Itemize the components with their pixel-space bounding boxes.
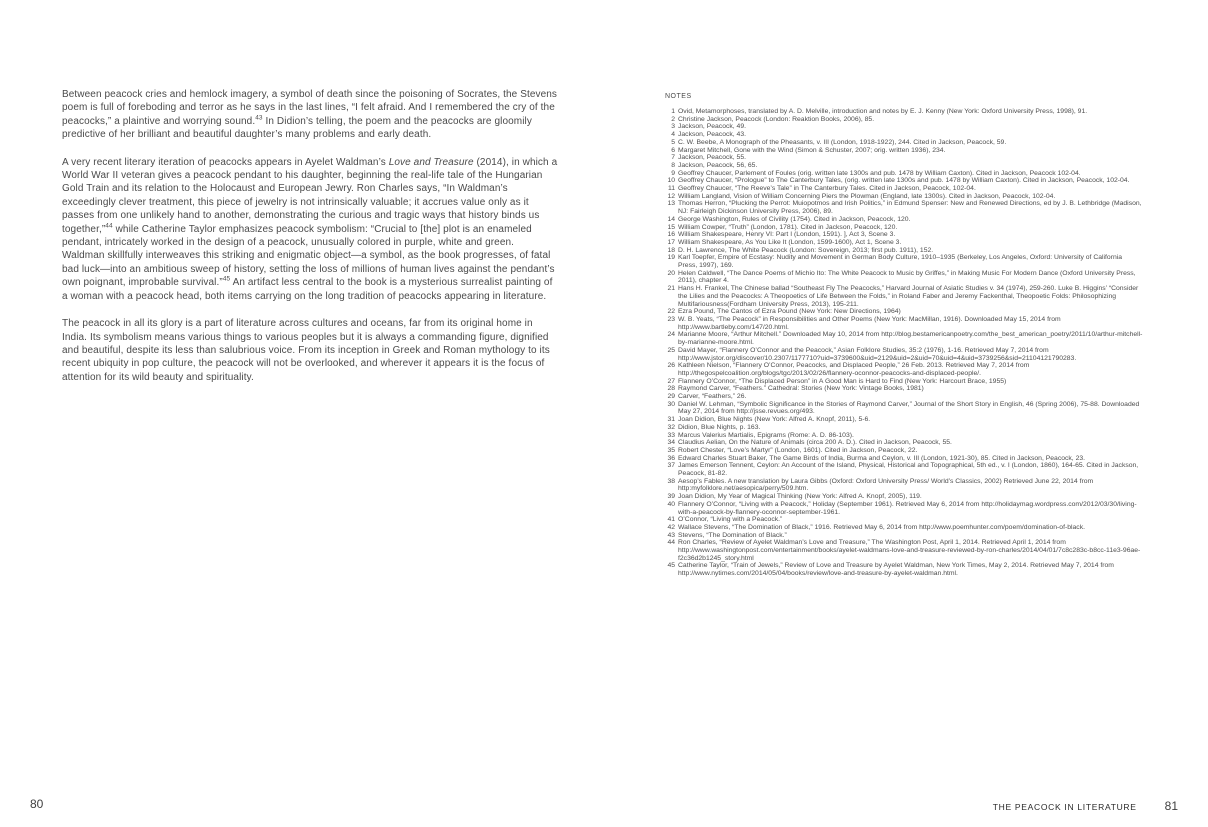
note-text: Ron Charles, “Review of Ayelet Waldman’s Love and Treasure,” The Washington Post, April 1, 2014. Retrieved April 1, 2014 from http://www.washingtonpost.com/entertainment/books/ayelet-waldmans-love-and-treasure-reviewed-by-ron-charles/2014/04/01/7c8c283c-b8cc-11e3-96ae-f2c36d2b1245_story.html bbox=[678, 539, 1141, 562]
note-text: C. W. Beebe, A Monograph of the Pheasants, v. III (London, 1918-1922), 244. Cited in Jackson, Peacock, 59. bbox=[678, 138, 1007, 146]
note-item bbox=[665, 562, 1143, 577]
note-item bbox=[665, 216, 1143, 224]
note-number: 24 bbox=[667, 331, 675, 339]
note-number: 11 bbox=[667, 185, 675, 193]
note-number: 44 bbox=[667, 539, 675, 547]
text-run: while Catherine Taylor emphasizes peacock symbolism: “Crucial to [the] plot is an enameled pendant, intricately worked in the design of a peacock, unusually colored in purple, white and green. Waldman skillfully interweaves this striking and enigmatic object—a symbol, as the book progresses, of fatal bad luck—into an ambitious sweep of history, setting the loss of millions of human lives against the pendant’s own poignant, improbable survival.” bbox=[62, 223, 555, 289]
note-number: 15 bbox=[667, 223, 675, 231]
note-item bbox=[665, 385, 1143, 393]
note-item bbox=[665, 501, 1143, 516]
note-text: Jackson, Peacock, 56, 65. bbox=[678, 161, 758, 169]
note-text: Margaret Mitchell, Gone with the Wind (Simon & Schuster, 2007; orig. written 1936), 234. bbox=[678, 146, 946, 154]
note-item bbox=[665, 231, 1143, 239]
note-text: William Cowper, “Truth” (London, 1781). Cited in Jackson, Peacock, 120. bbox=[678, 223, 898, 231]
note-item bbox=[665, 239, 1143, 247]
note-text: D. H. Lawrence, The White Peacock (London: Sovereign, 2013; first pub. 1911), 152. bbox=[678, 246, 934, 254]
note-text: Geoffrey Chaucer, “Prologue” to The Canterbury Tales, (orig. written late 1300s and pub. 1478 by William Caxton). Cited in Jackson, Peacock, 102-04. bbox=[678, 177, 1130, 185]
note-number: 9 bbox=[671, 169, 675, 177]
note-number: 19 bbox=[667, 254, 675, 262]
note-item bbox=[665, 524, 1143, 532]
note-number: 37 bbox=[667, 462, 675, 470]
note-text: William Langland, Vision of William Concerning Piers the Plowman (England, late 1300s). Cited in Jackson, Peacock, 102-04. bbox=[678, 192, 1056, 200]
footnote-reference: 44 bbox=[105, 222, 113, 230]
notes-list bbox=[665, 108, 1143, 578]
note-text: Helen Caldwell, “The Dance Poems of Michio Ito: The White Peacock to Music by Griffes,” in Making Music For Modern Dance (Oxford University Press, 2011), chapter 4. bbox=[678, 269, 1136, 285]
text-run: In Didion’s telling, the poem and the peacocks are gloomily predictive of her brilliant and beautiful daughter’s many problems and early death. bbox=[62, 115, 532, 141]
note-number: 10 bbox=[667, 177, 675, 185]
note-number: 29 bbox=[667, 393, 675, 401]
italic-title: Love and Treasure bbox=[388, 156, 474, 168]
note-text: Wallace Stevens, “The Domination of Black,” 1916. Retrieved May 6, 2014 from http://www.poemhunter.com/poem/domination-of-black. bbox=[678, 523, 1085, 531]
notes-heading: NOTES bbox=[665, 93, 692, 100]
note-text: Thomas Herron, “Plucking the Perrot: Muiopotmos and Irish Politics,” in Edmund Spenser: New and Renewed Directions, ed by J. B. Lethbridge (Madison, NJ: Fairleigh Dickinson University Press, 2006), 89. bbox=[678, 200, 1142, 216]
note-text: George Washington, Rules of Civility (1754). Cited in Jackson, Peacock, 120. bbox=[678, 215, 911, 223]
note-number: 1 bbox=[671, 108, 675, 115]
note-number: 23 bbox=[667, 315, 675, 323]
note-item bbox=[665, 532, 1143, 540]
note-number: 41 bbox=[667, 516, 675, 524]
note-number: 12 bbox=[667, 192, 675, 200]
note-item bbox=[665, 331, 1143, 346]
note-number: 32 bbox=[667, 423, 675, 431]
note-item bbox=[665, 116, 1143, 124]
note-item bbox=[665, 193, 1143, 201]
page-number-right: 81 bbox=[1164, 799, 1178, 813]
note-text: Karl Toepfer, Empire of Ecstasy: Nudity and Movement in German Body Culture, 1910–1935 (Berkeley, Los Angeles, Oxford: University of California Press, 1997), 169. bbox=[678, 254, 1123, 270]
note-item bbox=[665, 139, 1143, 147]
note-item bbox=[665, 347, 1143, 362]
note-number: 3 bbox=[671, 123, 675, 131]
note-number: 7 bbox=[671, 154, 675, 162]
page-number-left: 80 bbox=[30, 797, 44, 811]
note-item bbox=[665, 108, 1143, 116]
text-run: The peacock in all its glory is a part of literature across cultures and oceans, far from its original home in India. Its symbolism means various things to various peoples but it is always a commanding figure, dignified and beautiful, despite its less than salubrious voice. From its inception in Greek and Roman mythology to its recent ubiquity in pop culture, the peacock will not be overlooked, and wherever it appears it is the focus of attention for its wild beauty and spirituality. bbox=[62, 318, 550, 383]
note-number: 13 bbox=[667, 200, 675, 208]
note-text: Edward Charles Stuart Baker, The Game Birds of India, Burma and Ceylon, v. III (London, 1921-30), 85. Cited in Jackson, Peacock, 23. bbox=[678, 454, 1086, 462]
text-run: (2014), in which a World War II veteran gives a peacock pendant to his daughter, beginning the real-life tale of the Hungarian Gold Train and its relation to the Holocaust and European Jewry. Ron Charles says, “In Waldman’s exceedingly clever treatment, this piece of jewelry is not intrinsically valuable; it accrues value only as it passes from one unlikely hand to another, demonstrating the curious and tragic ways that history binds us together,” bbox=[62, 156, 558, 235]
note-item bbox=[665, 439, 1143, 447]
note-item bbox=[665, 378, 1143, 386]
note-text: William Shakespeare, As You Like It (London, 1599-1600), Act 1, Scene 3. bbox=[678, 238, 902, 246]
note-number: 39 bbox=[667, 493, 675, 501]
note-text: Robert Chester, “Love’s Martyr” (London, 1601). Cited in Jackson, Peacock, 22. bbox=[678, 446, 918, 454]
note-number: 2 bbox=[671, 115, 675, 123]
note-number: 28 bbox=[667, 385, 675, 393]
note-number: 5 bbox=[671, 138, 675, 146]
footnote-reference: 43 bbox=[255, 114, 263, 122]
note-item bbox=[665, 185, 1143, 193]
note-item bbox=[665, 147, 1143, 155]
text-run: A very recent literary iteration of peacocks appears in Ayelet Waldman’s bbox=[62, 156, 389, 168]
note-number: 17 bbox=[667, 238, 675, 246]
note-item bbox=[665, 308, 1143, 316]
note-text: Joan Didion, My Year of Magical Thinking (New York: Alfred A. Knopf, 2005), 119. bbox=[678, 493, 922, 501]
footer-right bbox=[993, 799, 1178, 813]
note-item bbox=[665, 270, 1143, 285]
note-item bbox=[665, 416, 1143, 424]
note-item bbox=[665, 539, 1143, 562]
note-text: Marianne Moore, “Arthur Mitchell.” Downloaded May 10, 2014 from http://blog.bestamericanpoetry.com/the_best_american_poetry/2011/10/arthur-mitchell-by-marianne-moore.html. bbox=[678, 331, 1143, 347]
note-text: Joan Didion, Blue Nights (New York: Alfred A. Knopf, 2011), 5-6. bbox=[678, 416, 871, 424]
note-text: Kathleen Nielson, “Flannery O’Connor, Peacocks, and Displaced People,” 26 Feb. 2013. Retrieved May 7, 2014 from http://thegospelcoalition.org/blogs/tgc/2013/02/26/flannery-oconnor-peacocks-and-displaced-people/. bbox=[678, 362, 1030, 377]
note-number: 43 bbox=[667, 531, 675, 539]
note-text: Daniel W. Lehman, “Symbolic Significance in the Stories of Raymond Carver,” Journal of the Short Story in English, 46 (Spring 2006), 75-88. Downloaded May 27, 2014 from http://jsse.revues.org/493. bbox=[678, 400, 1140, 416]
note-text: Stevens, “The Domination of Black.” bbox=[678, 531, 787, 539]
note-number: 14 bbox=[667, 215, 675, 223]
note-text: William Shakespeare, Henry VI: Part I (London, 1591). ], Act 3, Scene 3. bbox=[678, 231, 896, 239]
note-number: 20 bbox=[667, 269, 675, 277]
note-number: 42 bbox=[667, 523, 675, 531]
note-number: 30 bbox=[667, 400, 675, 408]
note-item bbox=[665, 224, 1143, 232]
footnote-reference: 45 bbox=[222, 275, 231, 283]
note-number: 21 bbox=[667, 285, 675, 293]
note-item bbox=[665, 401, 1143, 416]
note-number: 45 bbox=[667, 562, 675, 570]
paragraph bbox=[62, 317, 559, 384]
text-run: Between peacock cries and hemlock imagery, a symbol of death since the poisoning of Socrates, the Stevens poem is full of foreboding and terror as he says in the last lines, “I felt afraid. And I remembered the cry of the peacocks,” a plaintive and worrying sound. bbox=[62, 89, 558, 127]
note-item bbox=[665, 154, 1143, 162]
note-text: Catherine Taylor, “Train of Jewels,” Review of Love and Treasure by Ayelet Waldman, New York Times, May 2, 2014. Retrieved May 7, 2014 from http://www.nytimes.com/2014/05/04/books/review/love-and-treasure-by-ayelet-waldman.html. bbox=[678, 562, 1114, 578]
note-item bbox=[665, 123, 1143, 131]
notes-section bbox=[665, 93, 1143, 578]
note-number: 26 bbox=[667, 362, 675, 370]
note-text: Didion, Blue Nights, p. 163. bbox=[678, 423, 761, 431]
note-item bbox=[665, 285, 1143, 308]
note-item bbox=[665, 516, 1143, 524]
note-item bbox=[665, 316, 1143, 331]
note-item bbox=[665, 447, 1143, 455]
text-run: An artifact less central to the book is a mysterious surrealist painting of a woman with a peacock head, both items carrying on the long tradition of peacocks appearing in literature. bbox=[62, 277, 553, 302]
note-number: 31 bbox=[667, 416, 675, 424]
note-number: 18 bbox=[667, 246, 675, 254]
note-item bbox=[665, 131, 1143, 139]
note-text: Aesop’s Fables. A new translation by Laura Gibbs (Oxford: Oxford University Press/ World’s Classics, 2002) Retrieved June 22, 2014 from http:myfolklore.net/aesopica/perry/509.htm. bbox=[678, 477, 1094, 493]
note-text: Marcus Valerius Martialis, Epigrams (Rome: A. D. 86-103). bbox=[678, 431, 854, 439]
note-number: 8 bbox=[671, 161, 675, 169]
note-text: Christine Jackson, Peacock (London: Reaktion Books, 2006), 85. bbox=[678, 115, 875, 123]
note-item bbox=[665, 177, 1143, 185]
note-item bbox=[665, 162, 1143, 170]
note-text: Jackson, Peacock, 55. bbox=[678, 154, 747, 162]
note-item bbox=[665, 432, 1143, 440]
note-text: Geoffrey Chaucer, “The Reeve’s Tale” in The Canterbury Tales. Cited in Jackson, Peacock, 102-04. bbox=[678, 185, 976, 193]
note-number: 40 bbox=[667, 500, 675, 508]
note-item bbox=[665, 424, 1143, 432]
note-number: 6 bbox=[671, 146, 675, 154]
paragraph bbox=[62, 88, 559, 142]
note-item bbox=[665, 462, 1143, 477]
paragraph bbox=[62, 156, 559, 303]
note-number: 27 bbox=[667, 377, 675, 385]
note-number: 35 bbox=[667, 446, 675, 454]
note-text: O’Connor, “Living with a Peacock.” bbox=[678, 516, 783, 524]
note-number: 16 bbox=[667, 231, 675, 239]
note-item bbox=[665, 478, 1143, 493]
note-text: Flannery O’Connor, “The Displaced Person” in A Good Man is Hard to Find (New York: Harcourt Brace, 1955) bbox=[678, 377, 1007, 385]
note-item bbox=[665, 247, 1143, 255]
note-item bbox=[665, 393, 1143, 401]
note-number: 4 bbox=[671, 131, 675, 139]
note-text: W. B. Yeats, “The Peacock” in Responsibilities and Other Poems (New York: MacMillan, 1916). Downloaded May 15, 2014 from http://www.bartleby.com/147/20.html. bbox=[678, 315, 1061, 331]
note-text: David Mayer, “Flannery O’Connor and the Peacock,” Asian Folklore Studies, 35:2 (1976), 1-16. Retrieved May 7, 2014 from http://www.jstor.org/discover/10.2307/1177710?uid=3739600&uid=2129&uid=2&uid=70&uid=4&uid=3739256&sid=21104121790283. bbox=[678, 346, 1077, 362]
note-item bbox=[665, 170, 1143, 178]
note-item bbox=[665, 200, 1143, 215]
note-number: 36 bbox=[667, 454, 675, 462]
note-text: Flannery O’Connor, “Living with a Peacock,” Holiday (September 1961). Retrieved May 6, 2014 from http://holidaymag.wordpress.com/2012/03/30/living-with-a-peacock-by-flannery-oconnor-september-1961. bbox=[678, 500, 1137, 516]
body-text bbox=[62, 88, 559, 398]
note-number: 38 bbox=[667, 477, 675, 485]
note-number: 33 bbox=[667, 431, 675, 439]
note-text: Ovid, Metamorphoses, translated by A. D. Melville, introduction and notes by E. J. Kenny (New York: Oxford University Press, 1998), 91. bbox=[678, 108, 1088, 115]
note-text: Jackson, Peacock, 43. bbox=[678, 131, 747, 139]
note-text: Jackson, Peacock, 49. bbox=[678, 123, 747, 131]
note-text: Geoffrey Chaucer, Parlement of Foules (orig. written late 1300s and pub. 1478 by William Caxton). Cited in Jackson, Peacock 102-04. bbox=[678, 169, 1081, 177]
note-text: James Emerson Tennent, Ceylon: An Account of the Island, Physical, Historical and Topographical, 5th ed., v. I (London, 1860), 164-65. Cited in Jackson, Peacock, 81-82. bbox=[678, 462, 1139, 478]
note-text: Hans H. Frankel, The Chinese ballad “Southeast Fly The Peacocks,” Harvard Journal of Asiatic Studies v. 34 (1974), 259-260. Luke B. Higgins’ “Consider the Lilies and the Peacocks: A Theopoetics of Life Between the Folds,” in Roland Faber and Jeremy Fackenthal, Theopoetic Folds: Philosophizing Multifariousness(Fordham University Press, 2013), 195-211. bbox=[678, 285, 1139, 308]
note-text: Carver, “Feathers,” 26. bbox=[678, 393, 747, 401]
note-number: 25 bbox=[667, 346, 675, 354]
note-item bbox=[665, 493, 1143, 501]
note-item bbox=[665, 254, 1143, 269]
note-number: 22 bbox=[667, 308, 675, 316]
note-item bbox=[665, 362, 1143, 377]
note-item bbox=[665, 455, 1143, 463]
note-text: Raymond Carver, “Feathers.” Cathedral: Stories (New York: Vintage Books, 1981) bbox=[678, 385, 924, 393]
note-text: Ezra Pound, The Cantos of Ezra Pound (New York: New Directions, 1964) bbox=[678, 308, 901, 316]
running-header: THE PEACOCK IN LITERATURE bbox=[992, 802, 1137, 812]
note-text: Claudius Aelian, On the Nature of Animals (circa 200 A. D.). Cited in Jackson, Peacock, 55. bbox=[678, 439, 952, 447]
note-number: 34 bbox=[667, 439, 675, 447]
